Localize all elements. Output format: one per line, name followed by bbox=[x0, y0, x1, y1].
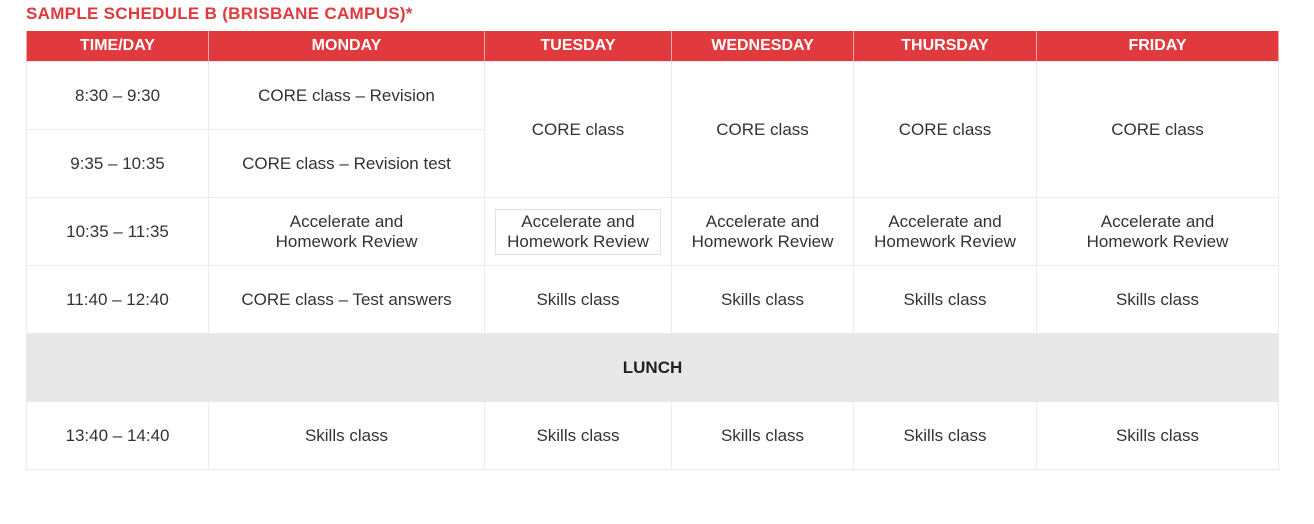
cell-line: Homework Review bbox=[1086, 231, 1229, 251]
tuesday-cell: Skills class bbox=[485, 402, 672, 470]
time-cell: 10:35 – 11:35 bbox=[27, 198, 209, 266]
schedule-title: SAMPLE SCHEDULE B (BRISBANE CAMPUS)* bbox=[26, 4, 413, 23]
wednesday-cell: CORE class bbox=[672, 62, 854, 198]
wednesday-cell: Skills class bbox=[672, 266, 854, 334]
tuesday-cell: CORE class bbox=[485, 62, 672, 198]
table-row bbox=[27, 266, 1279, 334]
schedule-table bbox=[26, 31, 1279, 470]
table-row bbox=[27, 402, 1279, 470]
cell-line: Accelerate and bbox=[289, 211, 404, 231]
wednesday-cell bbox=[672, 198, 854, 266]
cell-line: Homework Review bbox=[275, 231, 418, 251]
tuesday-cell: Skills class bbox=[485, 266, 672, 334]
monday-cell: Skills class bbox=[209, 402, 485, 470]
time-cell: 13:40 – 14:40 bbox=[27, 402, 209, 470]
header-tuesday: TUESDAY bbox=[485, 31, 672, 62]
lunch-row bbox=[27, 334, 1279, 402]
monday-cell: CORE class – Revision bbox=[209, 62, 485, 130]
friday-cell: Skills class bbox=[1037, 266, 1279, 334]
cell-line: Accelerate and bbox=[1100, 211, 1215, 231]
wednesday-cell: Skills class bbox=[672, 402, 854, 470]
header-time-day: TIME/DAY bbox=[27, 31, 209, 62]
thursday-cell bbox=[854, 198, 1037, 266]
thursday-cell: Skills class bbox=[854, 266, 1037, 334]
header-friday: FRIDAY bbox=[1037, 31, 1279, 62]
monday-cell: CORE class – Test answers bbox=[209, 266, 485, 334]
cell-line: Accelerate and bbox=[705, 211, 820, 231]
cell-line: Accelerate and bbox=[521, 211, 635, 231]
monday-cell: CORE class – Revision test bbox=[209, 130, 485, 198]
cell-line: Homework Review bbox=[691, 231, 834, 251]
header-wednesday: WEDNESDAY bbox=[672, 31, 854, 62]
highlighted-entry bbox=[495, 209, 661, 255]
cell-line: Homework Review bbox=[874, 231, 1016, 251]
time-cell: 9:35 – 10:35 bbox=[27, 130, 209, 198]
friday-cell bbox=[1037, 198, 1279, 266]
header-thursday: THURSDAY bbox=[854, 31, 1037, 62]
header-monday: MONDAY bbox=[209, 31, 485, 62]
cell-line: Accelerate and bbox=[888, 211, 1002, 231]
time-cell: 8:30 – 9:30 bbox=[27, 62, 209, 130]
monday-cell bbox=[209, 198, 485, 266]
thursday-cell: CORE class bbox=[854, 62, 1037, 198]
table-row bbox=[27, 62, 1279, 130]
header-row bbox=[27, 31, 1279, 62]
lunch-cell: LUNCH bbox=[27, 334, 1279, 402]
time-cell: 11:40 – 12:40 bbox=[27, 266, 209, 334]
friday-cell: CORE class bbox=[1037, 62, 1279, 198]
tuesday-cell bbox=[485, 198, 672, 266]
friday-cell: Skills class bbox=[1037, 402, 1279, 470]
table-row bbox=[27, 198, 1279, 266]
thursday-cell: Skills class bbox=[854, 402, 1037, 470]
cell-line: Homework Review bbox=[507, 231, 649, 251]
